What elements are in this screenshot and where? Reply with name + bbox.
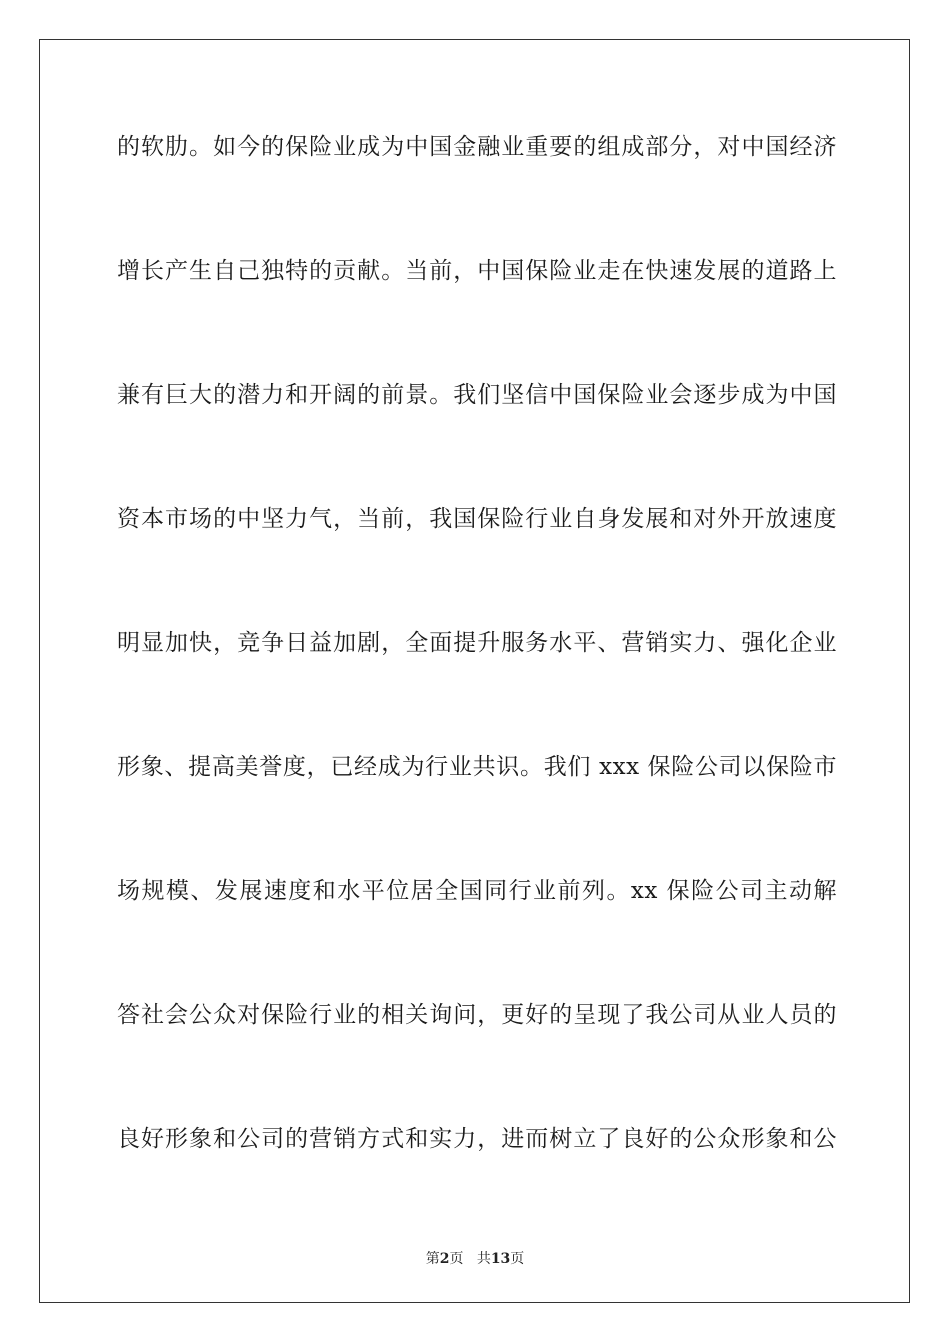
current-page-number: 2 — [439, 1251, 450, 1267]
body-line-2: 增长产生自己独特的贡献。当前，中国保险业走在快速发展的道路上 — [117, 258, 837, 284]
body-line-6: 形象、提高美誉度，已经成为行业共识。我们 xxx 保险公司以保险市 — [117, 754, 837, 780]
body-line-4: 资本市场的中坚力气，当前，我国保险行业自身发展和对外开放速度 — [117, 506, 837, 532]
page-prefix: 第 — [425, 1251, 440, 1267]
total-suffix: 页 — [510, 1251, 525, 1267]
body-line-7: 场规模、发展速度和水平位居全国同行业前列。xx 保险公司主动解 — [117, 878, 837, 904]
total-prefix: 共 — [476, 1251, 491, 1267]
page-suffix: 页 — [449, 1251, 464, 1267]
body-line-5: 明显加快，竞争日益加剧，全面提升服务水平、营销实力、强化企业 — [117, 630, 837, 656]
page-footer — [0, 1248, 950, 1268]
body-line-1: 的软肋。如今的保险业成为中国金融业重要的组成部分，对中国经济 — [117, 134, 837, 160]
body-line-3: 兼有巨大的潜力和开阔的前景。我们坚信中国保险业会逐步成为中国 — [117, 382, 837, 408]
document-body — [117, 128, 837, 1244]
total-pages-number: 13 — [490, 1251, 511, 1267]
body-line-8: 答社会公众对保险行业的相关询问，更好的呈现了我公司从业人员的 — [117, 1002, 837, 1028]
body-line-9: 良好形象和公司的营销方式和实力，进而树立了良好的公众形象和公 — [117, 1126, 837, 1152]
